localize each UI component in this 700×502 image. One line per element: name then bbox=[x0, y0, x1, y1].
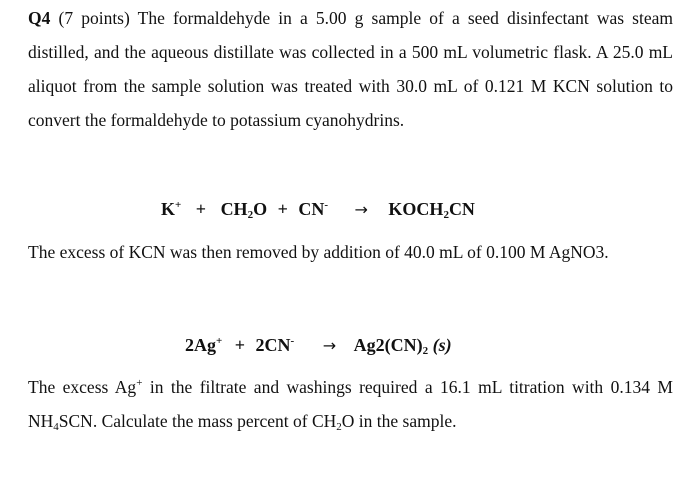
p3-formaldehyde-sub: 2 bbox=[336, 421, 342, 433]
question-intro: The formaldehyde in a 5.00 g sample of a seed disinfectant was steam distilled, and the aqueous distillate was collected in a 500 mL volumetric flask. A 25.0 mL aliquot from the sample solution was treated with 30.0 mL of 0.121 M KCN solution to convert the formaldehyde to potassium cyanohydrins. bbox=[28, 8, 673, 130]
eq1-cyanide: CN bbox=[298, 199, 325, 219]
p3-text-1: The excess Ag bbox=[28, 377, 137, 397]
eq2-product-a: Ag2(CN) bbox=[353, 335, 423, 355]
eq2-cyanide: 2CN bbox=[255, 335, 291, 355]
p3-silver-charge: + bbox=[136, 377, 143, 389]
eq1-plus-1: + bbox=[195, 199, 207, 219]
eq1-formaldehyde-sub: 2 bbox=[247, 209, 254, 221]
eq1-arrow: → bbox=[354, 200, 368, 219]
p3-text-4: O in the sample. bbox=[341, 411, 457, 431]
reaction-equation-2 bbox=[185, 333, 452, 358]
eq2-cyanide-charge: - bbox=[290, 335, 295, 347]
eq1-product-sub: 2 bbox=[443, 209, 449, 221]
question-points: (7 points) bbox=[50, 8, 130, 28]
document-page bbox=[28, 0, 673, 502]
eq1-formaldehyde-b: O bbox=[253, 199, 268, 219]
question-paragraph bbox=[28, 1, 673, 137]
eq2-product-state: (s) bbox=[432, 335, 452, 355]
eq2-plus: + bbox=[234, 335, 246, 355]
p3-text-3: SCN. Calculate the mass percent of CH bbox=[58, 411, 337, 431]
eq1-plus-2: + bbox=[277, 199, 288, 219]
eq1-potassium-charge: + bbox=[175, 199, 182, 211]
eq1-formaldehyde-a: CH bbox=[220, 199, 248, 219]
p3-ammonium-sub: 4 bbox=[53, 421, 59, 433]
eq2-silver-charge: + bbox=[216, 335, 223, 347]
eq1-potassium: K bbox=[161, 199, 176, 219]
paragraph-2: The excess of KCN was then removed by addition of 40.0 mL of 0.100 M AgNO3. bbox=[28, 242, 609, 262]
p3-text-2: in the filtrate and washings required a 16.1 mL titration with 0.134 M NH bbox=[28, 377, 673, 431]
eq2-silver: 2Ag bbox=[185, 335, 216, 355]
eq1-product-b: CN bbox=[448, 199, 475, 219]
reaction-equation-1 bbox=[161, 197, 475, 222]
question-label: Q4 bbox=[28, 8, 51, 28]
eq2-product-sub: 2 bbox=[422, 345, 429, 357]
eq1-cyanide-charge: - bbox=[324, 199, 329, 211]
paragraph-3 bbox=[28, 370, 673, 438]
eq1-product-a: KOCH bbox=[388, 199, 444, 219]
eq2-arrow: → bbox=[322, 336, 337, 355]
